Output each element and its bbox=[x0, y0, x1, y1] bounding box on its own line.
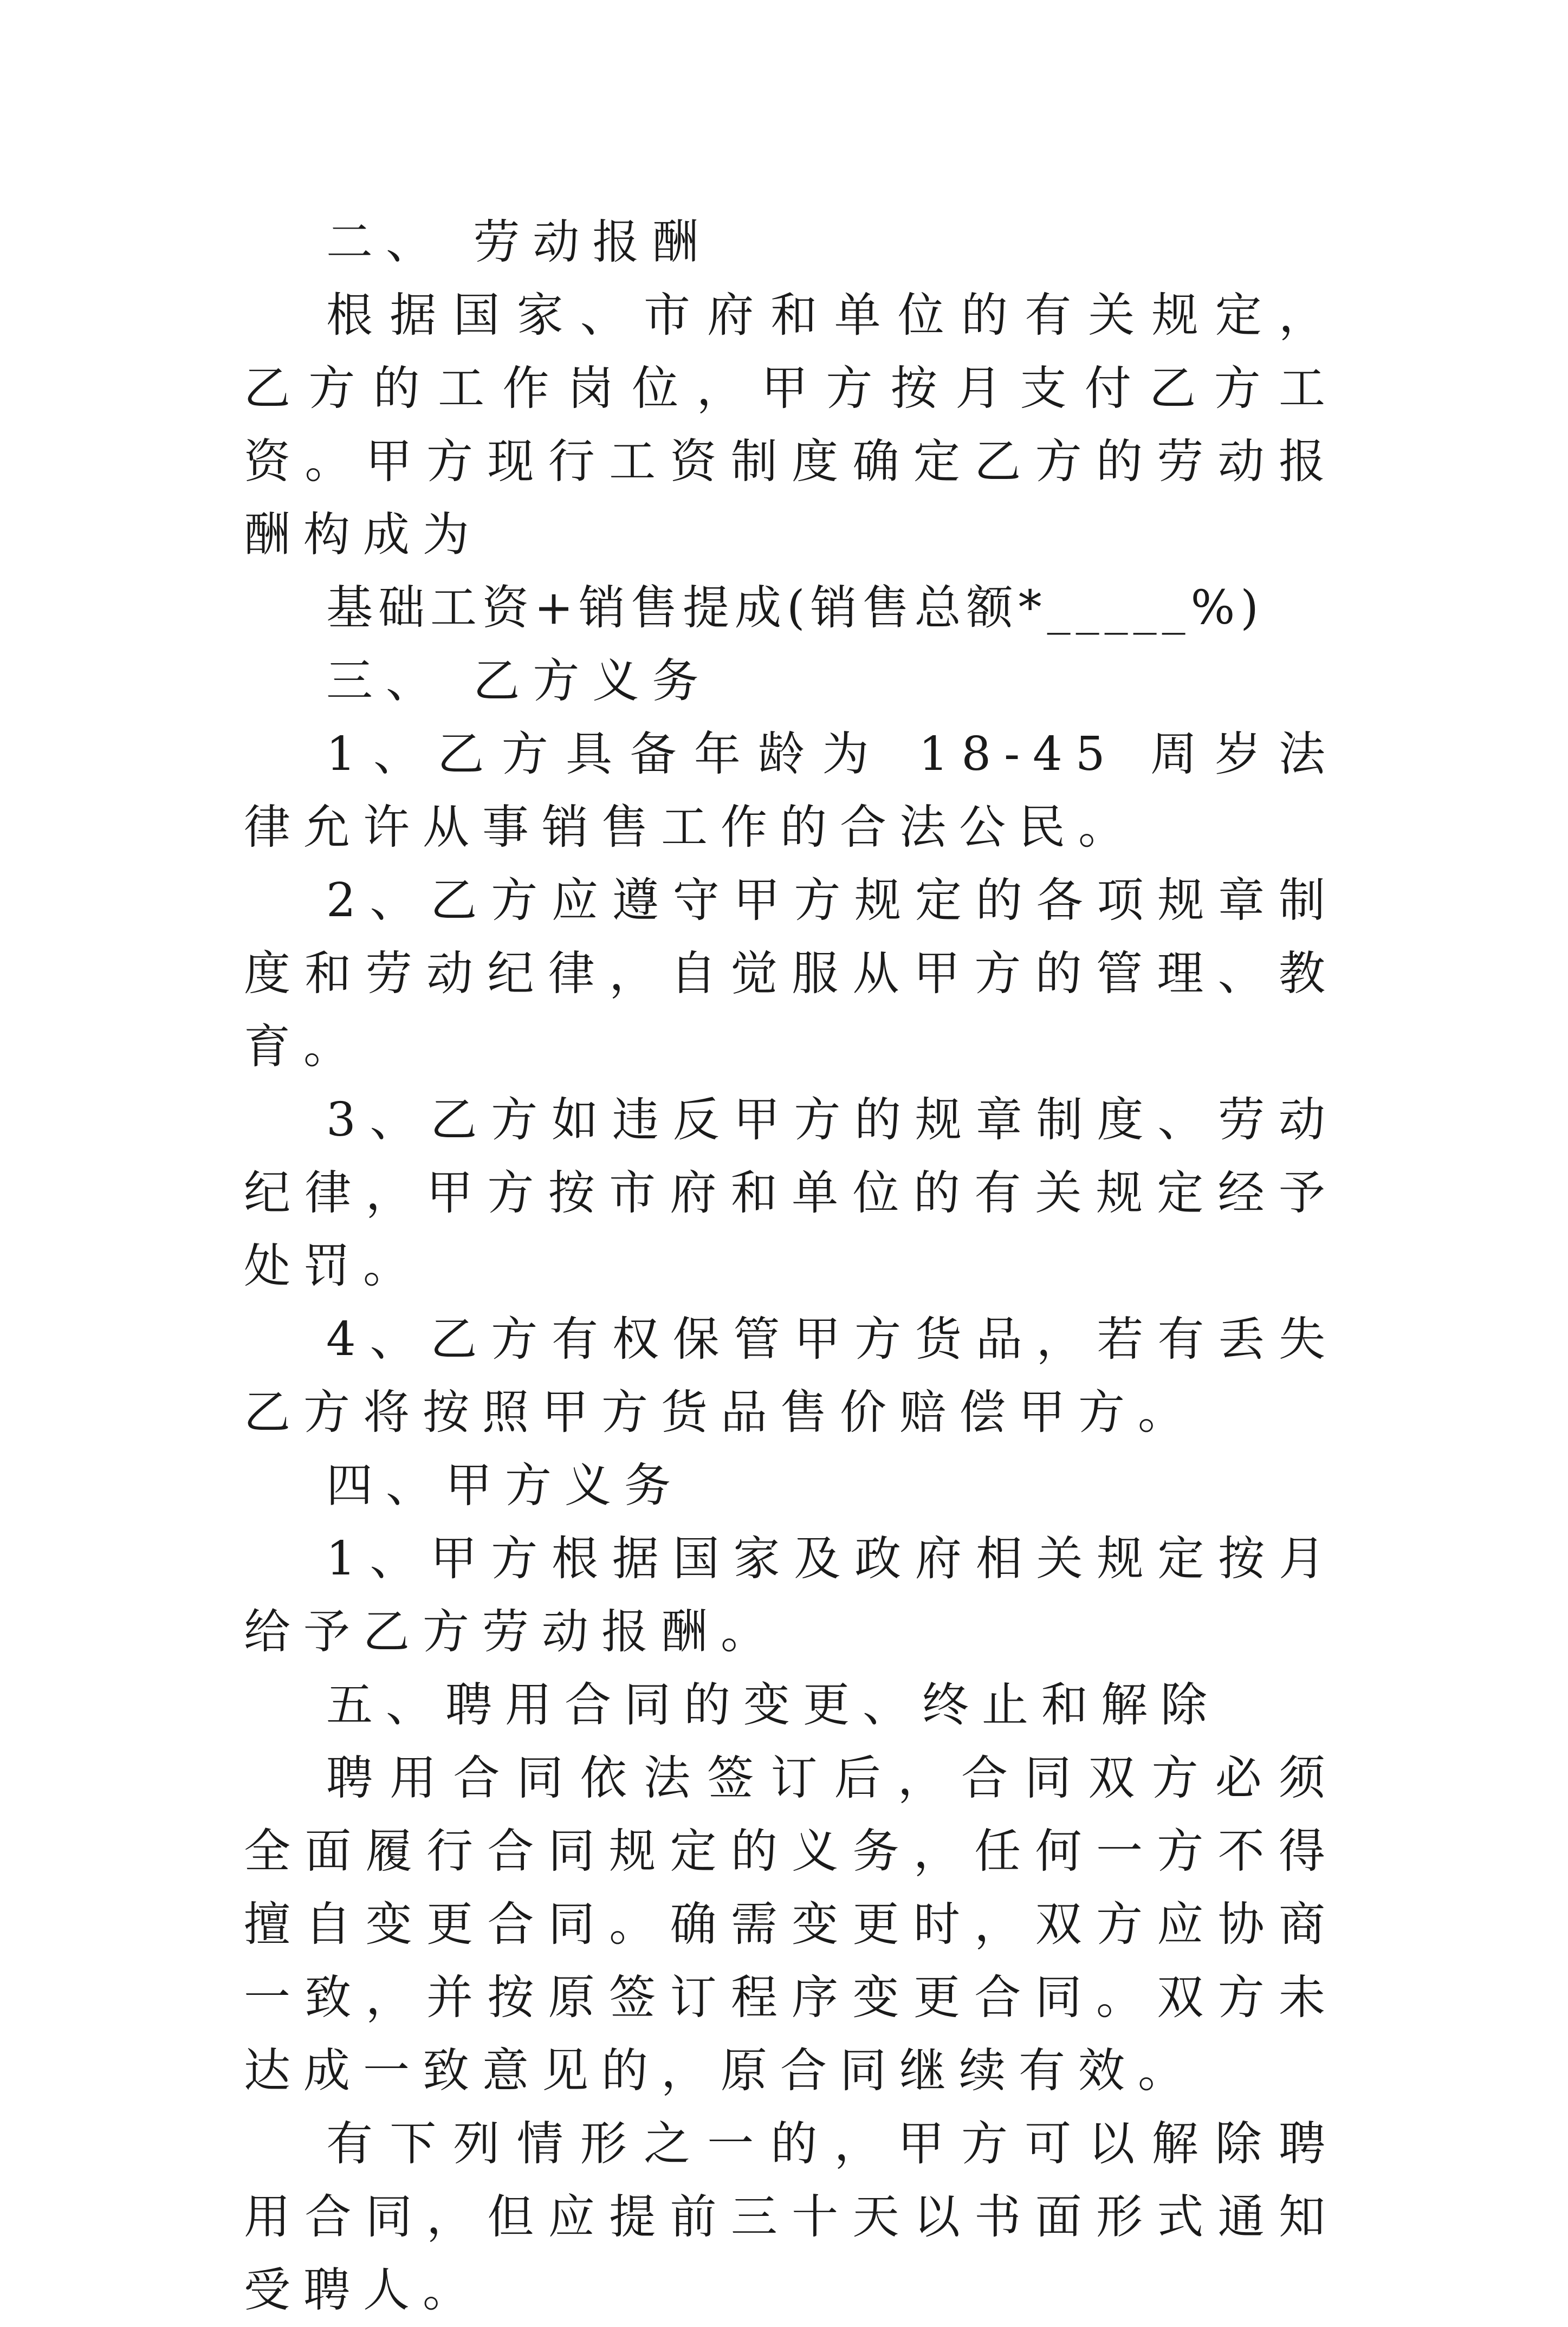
paragraph-termination: 有下列情形之一的，甲方可以解除聘用合同，但应提前三十天以书面形式通知受聘人。 bbox=[244, 2117, 1338, 2317]
section-heading-party-b-duties: 三、 乙方义务 bbox=[326, 654, 712, 708]
paragraph-pay-basis: 根据国家、市府和单位的有关规定，乙方的工作岗位，甲方按月支付乙方工资。甲方现行工资制度确定乙方的劳动报酬构成为 bbox=[244, 288, 1338, 562]
paragraph-duty-4: 4、乙方有权保管甲方货品，若有丢失乙方将按照甲方货品售价赔偿甲方。 bbox=[244, 1312, 1338, 1440]
paragraph-duty-2: 2、乙方应遵守甲方规定的各项规章制度和劳动纪律，自觉服从甲方的管理、教育。 bbox=[244, 873, 1338, 1074]
paragraph-duty-3: 3、乙方如违反甲方的规章制度、劳动纪律，甲方按市府和单位的有关规定经予处罚。 bbox=[244, 1093, 1338, 1293]
section-heading-contract-change: 五、聘用合同的变更、终止和解除 bbox=[326, 1678, 1220, 1732]
pay-formula: 基础工资+销售提成(销售总额*_____%) bbox=[326, 581, 1264, 635]
paragraph-duty-1: 1、乙方具备年龄为 18-45 周岁法律允许从事销售工作的合法公民。 bbox=[244, 727, 1338, 854]
paragraph-party-a-duty-1: 1、甲方根据国家及政府相关规定按月给予乙方劳动报酬。 bbox=[244, 1532, 1338, 1659]
section-heading-labor-pay: 二、 劳动报酬 bbox=[326, 215, 712, 269]
document-page bbox=[244, 206, 1338, 2327]
section-heading-party-a-duties: 四、甲方义务 bbox=[326, 1459, 684, 1513]
paragraph-contract-change: 聘用合同依法签订后，合同双方必须全面履行合同规定的义务，任何一方不得擅自变更合同。确需变更时，双方应协商一致，并按原签订程序变更合同。双方未达成一致意见的，原合同继续有效。 bbox=[244, 1751, 1338, 2098]
